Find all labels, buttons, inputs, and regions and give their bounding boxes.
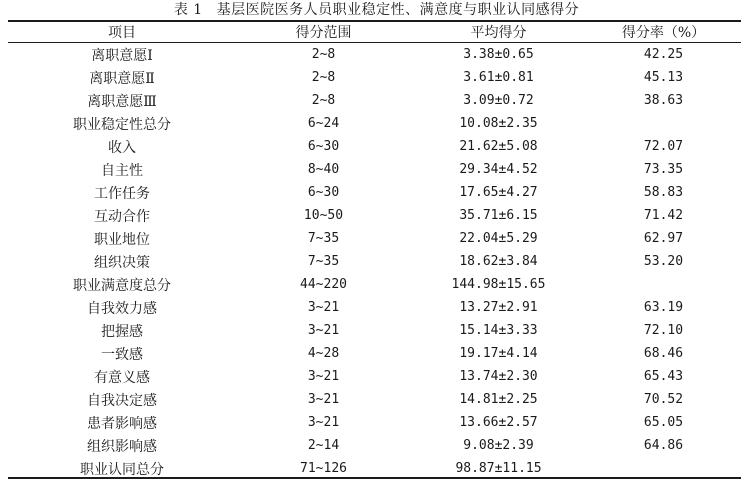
- cell-range-text: 2~14: [307, 438, 340, 453]
- cell-rate: [586, 388, 741, 411]
- cell-range-text: 3~21: [307, 300, 340, 315]
- table-row: [8, 227, 741, 250]
- table-header: [8, 22, 741, 42]
- cell-range-text: 2~8: [311, 93, 336, 108]
- cell-item-text: 职业稳定性总分: [73, 116, 171, 133]
- cell-range-text: 3~21: [307, 323, 340, 338]
- cell-item-text: 把握感: [101, 323, 143, 340]
- cell-mean: [411, 273, 586, 296]
- cell-item: [8, 319, 236, 342]
- cell-mean: [411, 296, 586, 319]
- cell-item-text: 工作任务: [94, 185, 150, 202]
- cell-range-text: 71~126: [300, 461, 347, 476]
- table-row: [8, 66, 741, 89]
- cell-item-text: 职业认同总分: [80, 461, 164, 478]
- cell-rate-text: 65.43: [643, 369, 684, 384]
- cell-range: [236, 342, 411, 365]
- cell-mean-text: 10.08±2.35: [459, 116, 538, 131]
- cell-item: [8, 135, 236, 158]
- cell-rate: [586, 250, 741, 273]
- cell-rate-text: 72.10: [643, 323, 684, 338]
- cell-item-text: 职业满意度总分: [73, 277, 171, 294]
- header-mean: 平均得分: [470, 25, 527, 41]
- cell-mean-text: 35.71±6.15: [459, 208, 538, 223]
- cell-range-text: 8~40: [307, 162, 340, 177]
- cell-range-text: 3~21: [307, 415, 340, 430]
- cell-mean-text: 13.66±2.57: [459, 415, 538, 430]
- cell-rate: [586, 434, 741, 457]
- cell-range-text: 6~30: [307, 139, 340, 154]
- cell-rate: [586, 342, 741, 365]
- cell-rate-text: 38.63: [643, 93, 684, 108]
- cell-mean: [411, 319, 586, 342]
- table-row: [8, 89, 741, 112]
- table-row: [8, 342, 741, 365]
- table-row: [8, 411, 741, 434]
- cell-mean-text: 98.87±11.15: [455, 461, 542, 476]
- cell-item: [8, 296, 236, 319]
- table-row: [8, 365, 741, 388]
- header-rate: 得分率（%）: [621, 25, 706, 41]
- cell-rate-text: 45.13: [643, 70, 684, 85]
- cell-item-text: 组织决策: [94, 254, 150, 271]
- cell-mean-text: 3.09±0.72: [463, 93, 534, 108]
- cell-item: [8, 434, 236, 457]
- cell-rate-text: 68.46: [643, 346, 684, 361]
- cell-rate-text: 72.07: [643, 139, 684, 154]
- cell-range: [236, 158, 411, 181]
- cell-range-text: 7~35: [307, 254, 340, 269]
- cell-mean: [411, 181, 586, 204]
- cell-rate: [586, 296, 741, 319]
- cell-rate: [586, 43, 741, 66]
- cell-item-text: 离职意愿Ⅱ: [89, 70, 155, 87]
- cell-mean-text: 18.62±3.84: [459, 254, 538, 269]
- cell-range-text: 44~220: [300, 277, 347, 292]
- table-row: [8, 204, 741, 227]
- table-row: [8, 434, 741, 457]
- table-row: [8, 319, 741, 342]
- cell-item: [8, 66, 236, 89]
- cell-mean: [411, 411, 586, 434]
- cell-range-text: 4~28: [307, 346, 340, 361]
- cell-rate-text: 65.05: [643, 415, 684, 430]
- cell-item: [8, 388, 236, 411]
- cell-range: [236, 43, 411, 66]
- cell-item: [8, 112, 236, 135]
- cell-range-text: 3~21: [307, 369, 340, 384]
- cell-range: [236, 434, 411, 457]
- cell-rate: [586, 135, 741, 158]
- cell-mean-text: 19.17±4.14: [459, 346, 538, 361]
- cell-range: [236, 319, 411, 342]
- cell-mean: [411, 227, 586, 250]
- cell-rate: [586, 89, 741, 112]
- cell-item-text: 收入: [108, 139, 136, 156]
- cell-range: [236, 250, 411, 273]
- cell-item: [8, 342, 236, 365]
- cell-mean-text: 15.14±3.33: [459, 323, 538, 338]
- cell-mean: [411, 342, 586, 365]
- cell-range: [236, 227, 411, 250]
- cell-mean: [411, 204, 586, 227]
- cell-mean-text: 13.27±2.91: [459, 300, 538, 315]
- cell-item: [8, 250, 236, 273]
- table-row: [8, 250, 741, 273]
- cell-range-text: 7~35: [307, 231, 340, 246]
- cell-item: [8, 365, 236, 388]
- cell-range: [236, 89, 411, 112]
- cell-mean-text: 14.81±2.25: [459, 392, 538, 407]
- table-title: 基层医院医务人员职业稳定性、满意度与职业认同感得分: [216, 2, 580, 18]
- cell-mean: [411, 135, 586, 158]
- cell-range-text: 3~21: [307, 392, 340, 407]
- cell-range-text: 6~24: [307, 116, 340, 131]
- cell-item: [8, 181, 236, 204]
- table-caption: [0, 0, 753, 20]
- cell-item-text: 职业地位: [94, 231, 150, 248]
- cell-item-text: 自我效力感: [87, 300, 157, 317]
- header-range: 得分范围: [295, 25, 352, 41]
- cell-item-text: 患者影响感: [87, 415, 157, 432]
- cell-range: [236, 388, 411, 411]
- cell-mean: [411, 365, 586, 388]
- cell-range: [236, 181, 411, 204]
- cell-range: [236, 365, 411, 388]
- bottom-rule: [8, 477, 741, 479]
- cell-mean-text: 13.74±2.30: [459, 369, 538, 384]
- cell-item: [8, 204, 236, 227]
- cell-range: [236, 135, 411, 158]
- cell-mean-text: 144.98±15.65: [451, 277, 546, 292]
- cell-rate: [586, 273, 741, 296]
- cell-range: [236, 112, 411, 135]
- cell-rate: [586, 181, 741, 204]
- cell-range: [236, 204, 411, 227]
- cell-rate: [586, 112, 741, 135]
- cell-range-text: 6~30: [307, 185, 340, 200]
- cell-mean-text: 9.08±2.39: [463, 438, 534, 453]
- cell-item-text: 自主性: [101, 162, 143, 179]
- cell-item: [8, 411, 236, 434]
- cell-item-text: 组织影响感: [87, 438, 157, 455]
- cell-rate: [586, 411, 741, 434]
- table-label: 表 1: [173, 2, 203, 18]
- cell-range-text: 10~50: [303, 208, 344, 223]
- cell-mean: [411, 66, 586, 89]
- table-row: [8, 112, 741, 135]
- cell-range: [236, 296, 411, 319]
- cell-rate-text: 53.20: [643, 254, 684, 269]
- cell-rate-text: 70.52: [643, 392, 684, 407]
- cell-rate: [586, 227, 741, 250]
- cell-range: [236, 411, 411, 434]
- cell-rate-text: 64.86: [643, 438, 684, 453]
- cell-rate-text: 42.25: [643, 47, 684, 62]
- cell-rate: [586, 365, 741, 388]
- table-row: [8, 181, 741, 204]
- cell-item: [8, 273, 236, 296]
- cell-mean: [411, 89, 586, 112]
- cell-rate-text: 62.97: [643, 231, 684, 246]
- cell-item: [8, 43, 236, 66]
- cell-mean: [411, 112, 586, 135]
- table-row: [8, 273, 741, 296]
- cell-item-text: 离职意愿Ⅲ: [87, 93, 157, 110]
- cell-rate: [586, 204, 741, 227]
- cell-rate: [586, 158, 741, 181]
- cell-mean: [411, 43, 586, 66]
- cell-item-text: 一致感: [101, 346, 143, 363]
- cell-range-text: 2~8: [311, 47, 336, 62]
- table-row: [8, 158, 741, 181]
- cell-mean-text: 3.38±0.65: [463, 47, 534, 62]
- cell-mean-text: 3.61±0.81: [463, 70, 534, 85]
- cell-item-text: 自我决定感: [87, 392, 157, 409]
- cell-item: [8, 89, 236, 112]
- cell-item: [8, 158, 236, 181]
- cell-mean-text: 22.04±5.29: [459, 231, 538, 246]
- table-row: [8, 296, 741, 319]
- header-item: 项目: [108, 25, 136, 41]
- cell-rate-text: 58.83: [643, 185, 684, 200]
- cell-mean: [411, 434, 586, 457]
- cell-rate-text: 73.35: [643, 162, 684, 177]
- cell-mean: [411, 158, 586, 181]
- cell-item-text: 有意义感: [94, 369, 150, 386]
- cell-item-text: 离职意愿Ⅰ: [91, 47, 153, 64]
- cell-range-text: 2~8: [311, 70, 336, 85]
- cell-rate: [586, 66, 741, 89]
- cell-range: [236, 273, 411, 296]
- cell-range: [236, 66, 411, 89]
- cell-mean: [411, 250, 586, 273]
- cell-mean-text: 29.34±4.52: [459, 162, 538, 177]
- cell-item: [8, 227, 236, 250]
- cell-mean-text: 17.65±4.27: [459, 185, 538, 200]
- cell-rate-text: 71.42: [643, 208, 684, 223]
- cell-mean: [411, 388, 586, 411]
- cell-rate: [586, 319, 741, 342]
- cell-mean-text: 21.62±5.08: [459, 139, 538, 154]
- cell-rate-text: 63.19: [643, 300, 684, 315]
- table-row: [8, 388, 741, 411]
- table-row: [8, 135, 741, 158]
- cell-item-text: 互动合作: [94, 208, 150, 225]
- table-row: [8, 43, 741, 66]
